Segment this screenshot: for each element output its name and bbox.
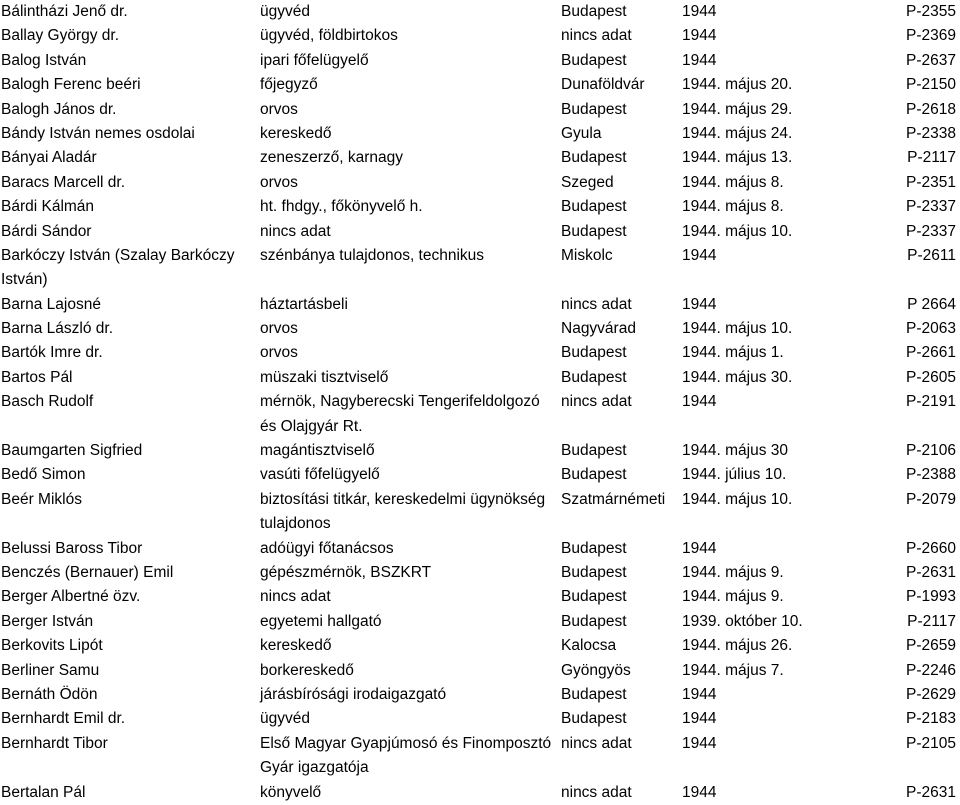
- reference-cell: P-2660: [906, 539, 956, 557]
- place-cell: Budapest: [561, 466, 627, 484]
- reference-cell: P-1993: [906, 588, 956, 606]
- place-cell: Budapest: [561, 3, 627, 20]
- date-cell: 1944. május 7.: [682, 661, 784, 679]
- place-cell: Gyula: [561, 124, 602, 142]
- place-cell: Szeged: [561, 173, 614, 191]
- occupation-cell: szénbánya tulajdonos, technikus: [260, 246, 485, 264]
- name-cell: Berkovits Lipót: [1, 637, 103, 655]
- place-cell: Budapest: [561, 51, 627, 69]
- place-cell: Budapest: [561, 198, 627, 216]
- table-row: [0, 171, 960, 195]
- place-cell: nincs adat: [561, 734, 632, 752]
- table-row: [0, 659, 960, 683]
- table-row: [0, 561, 960, 585]
- occupation-cell: biztosítási titkár, kereskedelmi ügynökség tulajdonos: [260, 490, 546, 533]
- table-row: [0, 49, 960, 73]
- reference-cell: P-2629: [906, 685, 956, 703]
- occupation-cell: járásbírósági irodaigazgató: [260, 685, 447, 703]
- place-cell: Gyöngyös: [561, 661, 631, 679]
- occupation-cell: kereskedő: [260, 124, 332, 142]
- table-row: [0, 707, 960, 731]
- name-cell: Bárdi Kálmán: [1, 198, 95, 216]
- occupation-cell: ügyvéd: [260, 3, 310, 20]
- occupation-cell: magántisztviselő: [260, 442, 375, 460]
- table-row: [0, 781, 960, 805]
- date-cell: 1944. május 30: [682, 442, 788, 460]
- place-cell: Budapest: [561, 222, 627, 240]
- name-cell: Barna Lajosné: [1, 295, 101, 313]
- name-cell: Baracs Marcell dr.: [1, 173, 126, 191]
- name-cell: Berliner Samu: [1, 661, 100, 679]
- occupation-cell: ht. fhdgy., főkönyvelő h.: [260, 198, 423, 216]
- place-cell: Budapest: [561, 100, 627, 118]
- date-cell: 1944. május 26.: [682, 637, 793, 655]
- date-cell: 1944. május 10.: [682, 222, 793, 240]
- date-cell: 1944. május 9.: [682, 588, 784, 606]
- place-cell: Szatmárnémeti: [561, 490, 666, 508]
- occupation-cell: ügyvéd, földbirtokos: [260, 27, 398, 45]
- occupation-cell: vasúti főfelügyelő: [260, 466, 380, 484]
- name-cell: Balog István: [1, 51, 87, 69]
- date-cell: 1944. május 1.: [682, 344, 784, 362]
- table-row: [0, 220, 960, 244]
- occupation-cell: kereskedő: [260, 637, 332, 655]
- table-row: [0, 488, 960, 537]
- table-row: [0, 146, 960, 170]
- reference-cell: P-2337: [906, 198, 956, 216]
- occupation-cell: mérnök, Nagyberecski Tengerifeldolgozó és Olajgyár Rt.: [260, 393, 540, 435]
- name-cell: Bartos Pál: [1, 368, 73, 386]
- date-cell: 1944: [682, 393, 717, 411]
- date-cell: 1944. május 8.: [682, 198, 784, 216]
- name-cell: Ballay György dr.: [1, 27, 120, 45]
- reference-cell: P-2369: [906, 27, 956, 45]
- place-cell: Budapest: [561, 149, 627, 167]
- place-cell: nincs adat: [561, 783, 632, 801]
- occupation-cell: orvos: [260, 320, 298, 338]
- occupation-cell: orvos: [260, 344, 298, 362]
- name-cell: Bányai Aladár: [1, 149, 97, 167]
- table-row: [0, 634, 960, 658]
- place-cell: Budapest: [561, 710, 627, 728]
- date-cell: 1944. május 20.: [682, 76, 793, 94]
- place-cell: Budapest: [561, 442, 627, 460]
- place-cell: Miskolc: [561, 246, 613, 264]
- table-row: [0, 24, 960, 48]
- place-cell: nincs adat: [561, 393, 632, 411]
- table-row: [0, 73, 960, 97]
- reference-cell: P-2388: [906, 466, 956, 484]
- date-cell: 1944: [682, 710, 717, 728]
- date-cell: 1944: [682, 295, 717, 313]
- occupation-cell: orvos: [260, 173, 298, 191]
- occupation-cell: müszaki tisztviselő: [260, 368, 389, 386]
- date-cell: 1939. október 10.: [682, 612, 803, 630]
- occupation-cell: nincs adat: [260, 588, 331, 606]
- reference-cell: P-2117: [907, 612, 956, 630]
- name-cell: Barkóczy István (Szalay Barkóczy István): [1, 246, 235, 289]
- place-cell: Budapest: [561, 539, 627, 557]
- occupation-cell: egyetemi hallgató: [260, 612, 382, 630]
- name-cell: Belussi Baross Tibor: [1, 539, 143, 557]
- name-cell: Bertalan Pál: [1, 783, 86, 801]
- table-row: [0, 195, 960, 219]
- date-cell: 1944: [682, 51, 717, 69]
- name-cell: Bernhardt Tibor: [1, 734, 108, 752]
- occupation-cell: borkereskedő: [260, 661, 354, 679]
- name-cell: Bálintházi Jenő dr.: [1, 3, 128, 20]
- reference-cell: P-2105: [906, 734, 956, 752]
- occupation-cell: háztartásbeli: [260, 295, 348, 313]
- table-row: [0, 585, 960, 609]
- occupation-cell: főjegyző: [260, 76, 318, 94]
- name-cell: Bernáth Ödön: [1, 685, 98, 703]
- reference-cell: P-2637: [906, 51, 956, 69]
- reference-cell: P-2079: [906, 490, 956, 508]
- place-cell: Nagyvárad: [561, 320, 636, 338]
- occupation-cell: adóügyi főtanácsos: [260, 539, 394, 557]
- date-cell: 1944: [682, 246, 717, 264]
- table-row: [0, 244, 960, 293]
- date-cell: 1944: [682, 783, 717, 801]
- occupation-cell: orvos: [260, 100, 298, 118]
- reference-cell: P-2106: [906, 442, 956, 460]
- table-row: [0, 463, 960, 487]
- place-cell: Budapest: [561, 685, 627, 703]
- date-cell: 1944. május 30.: [682, 368, 793, 386]
- place-cell: Budapest: [561, 588, 627, 606]
- place-cell: Budapest: [561, 344, 627, 362]
- occupation-cell: ipari főfelügyelő: [260, 51, 369, 69]
- reference-cell: P-2631: [906, 783, 956, 801]
- reference-cell: P-2605: [906, 368, 956, 386]
- reference-cell: P-2659: [906, 637, 956, 655]
- date-cell: 1944. július 10.: [682, 466, 787, 484]
- occupation-cell: nincs adat: [260, 222, 331, 240]
- name-cell: Beér Miklós: [1, 490, 82, 508]
- date-cell: 1944: [682, 3, 717, 20]
- name-cell: Basch Rudolf: [1, 393, 94, 411]
- date-cell: 1944. május 29.: [682, 100, 793, 118]
- date-cell: 1944. május 9.: [682, 564, 784, 582]
- name-cell: Barna László dr.: [1, 320, 114, 338]
- name-cell: Benczés (Bernauer) Emil: [1, 564, 174, 582]
- name-cell: Bándy István nemes osdolai: [1, 124, 195, 142]
- table-row: [0, 732, 960, 781]
- reference-cell: P-2337: [906, 222, 956, 240]
- reference-cell: P-2355: [906, 3, 956, 20]
- reference-cell: P-2351: [906, 173, 956, 191]
- occupation-cell: könyvelő: [260, 783, 322, 801]
- table-row: [0, 366, 960, 390]
- date-cell: 1944. május 10.: [682, 490, 793, 508]
- table-row: [0, 537, 960, 561]
- reference-cell: P-2338: [906, 124, 956, 142]
- place-cell: Budapest: [561, 612, 627, 630]
- reference-cell: P-2150: [906, 76, 956, 94]
- occupation-cell: zeneszerző, karnagy: [260, 149, 404, 167]
- table-row: [0, 341, 960, 365]
- table-row: [0, 0, 960, 24]
- reference-cell: P-2117: [907, 149, 956, 167]
- occupation-cell: gépészmérnök, BSZKRT: [260, 564, 432, 582]
- table-row: [0, 122, 960, 146]
- date-cell: 1944. május 24.: [682, 124, 793, 142]
- table-row: [0, 390, 960, 439]
- date-cell: 1944. május 10.: [682, 320, 793, 338]
- reference-cell: P 2664: [907, 295, 956, 313]
- name-cell: Berger Albertné özv.: [1, 588, 141, 606]
- name-cell: Baumgarten Sigfried: [1, 442, 143, 460]
- name-cell: Berger István: [1, 612, 94, 630]
- table-row: [0, 683, 960, 707]
- table-row: [0, 98, 960, 122]
- place-cell: Dunaföldvár: [561, 76, 645, 94]
- reference-cell: P-2063: [906, 320, 956, 338]
- table-row: [0, 293, 960, 317]
- reference-cell: P-2246: [906, 661, 956, 679]
- date-cell: 1944: [682, 539, 717, 557]
- place-cell: Budapest: [561, 368, 627, 386]
- reference-cell: P-2631: [906, 564, 956, 582]
- name-cell: Bartók Imre dr.: [1, 344, 103, 362]
- reference-cell: P-2611: [907, 246, 956, 264]
- name-cell: Bedő Simon: [1, 466, 86, 484]
- name-cell: Bárdi Sándor: [1, 222, 92, 240]
- reference-cell: P-2183: [906, 710, 956, 728]
- date-cell: 1944. május 8.: [682, 173, 784, 191]
- place-cell: nincs adat: [561, 27, 632, 45]
- name-cell: Balogh János dr.: [1, 100, 117, 118]
- reference-cell: P-2191: [906, 393, 956, 411]
- reference-cell: P-2618: [906, 100, 956, 118]
- occupation-cell: Első Magyar Gyapjúmosó és Finomposztó Gyár igazgatója: [260, 734, 552, 777]
- table-row: [0, 439, 960, 463]
- date-cell: 1944: [682, 685, 717, 703]
- occupation-cell: ügyvéd: [260, 710, 310, 728]
- reference-cell: P-2661: [906, 344, 956, 362]
- table-row: [0, 610, 960, 634]
- place-cell: nincs adat: [561, 295, 632, 313]
- place-cell: Budapest: [561, 564, 627, 582]
- place-cell: Kalocsa: [561, 637, 617, 655]
- name-cell: Balogh Ferenc beéri: [1, 76, 141, 94]
- date-cell: 1944: [682, 27, 717, 45]
- table-row: [0, 317, 960, 341]
- date-cell: 1944: [682, 734, 717, 752]
- name-cell: Bernhardt Emil dr.: [1, 710, 126, 728]
- date-cell: 1944. május 13.: [682, 149, 793, 167]
